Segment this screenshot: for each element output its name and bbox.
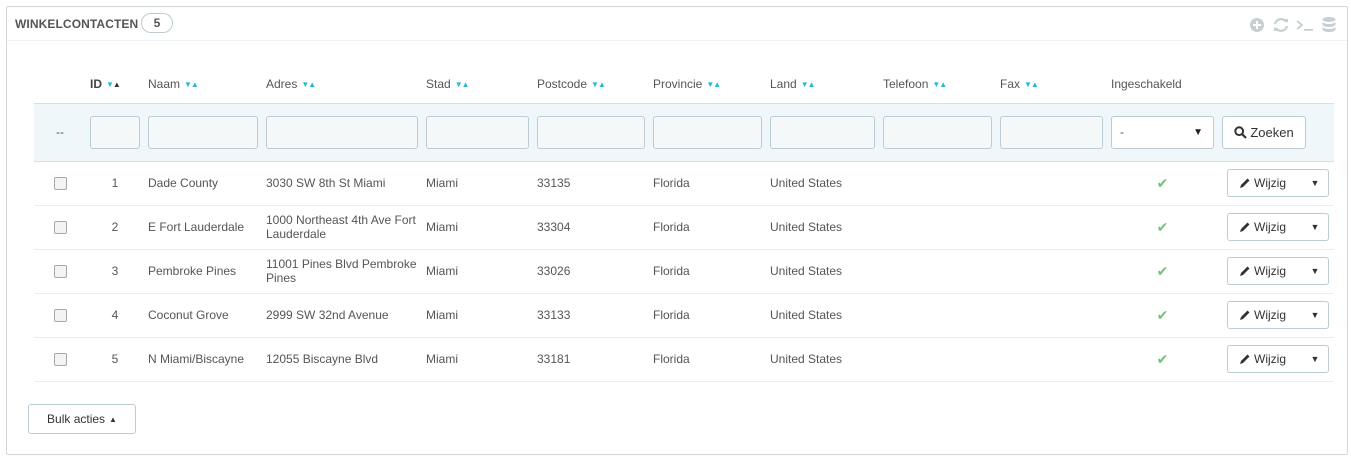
cell-postcode: 33181 <box>533 337 649 381</box>
add-icon <box>1249 17 1265 33</box>
cell-name: Coconut Grove <box>144 293 262 337</box>
cell-fax <box>996 337 1107 381</box>
cell-province: Florida <box>649 293 766 337</box>
cell-phone <box>879 161 996 205</box>
check-icon[interactable]: ✔ <box>1156 306 1169 323</box>
cell-country: United States <box>766 337 879 381</box>
filter-fax-input[interactable] <box>1000 116 1103 149</box>
check-icon[interactable]: ✔ <box>1156 218 1169 235</box>
filter-city-input[interactable] <box>426 116 529 149</box>
cell-phone <box>879 293 996 337</box>
cell-name: Pembroke Pines <box>144 249 262 293</box>
edit-button-group <box>1227 213 1329 241</box>
cell-city: Miami <box>422 161 533 205</box>
contacts-table <box>34 65 1334 382</box>
cell-name: N Miami/Biscayne <box>144 337 262 381</box>
pencil-icon <box>1239 177 1251 189</box>
filter-row <box>34 103 1334 161</box>
filter-address-input[interactable] <box>266 116 418 149</box>
table-row <box>34 205 1334 249</box>
edit-button[interactable]: Wijzig <box>1228 352 1302 366</box>
sort-icon[interactable]: ▼▲ <box>454 79 469 89</box>
cell-address: 2999 SW 32nd Avenue <box>262 293 422 337</box>
cell-postcode: 33133 <box>533 293 649 337</box>
edit-button[interactable]: Wijzig <box>1228 220 1302 234</box>
cell-province: Florida <box>649 161 766 205</box>
cell-postcode: 33135 <box>533 161 649 205</box>
edit-button-group <box>1227 257 1329 285</box>
edit-button-group <box>1227 345 1329 373</box>
cell-country: United States <box>766 293 879 337</box>
refresh-icon <box>1272 17 1290 33</box>
database-export-button[interactable] <box>1317 14 1341 36</box>
cell-city: Miami <box>422 249 533 293</box>
cell-name: E Fort Lauderdale <box>144 205 262 249</box>
caret-down-icon[interactable]: ▼ <box>1310 222 1320 232</box>
cell-id: 5 <box>86 337 144 381</box>
column-header-fax: Fax ▼▲ <box>1000 76 1038 91</box>
sort-icon[interactable]: ▼▲ <box>591 79 605 89</box>
cell-city: Miami <box>422 293 533 337</box>
add-button[interactable] <box>1245 14 1269 36</box>
cell-address: 12055 Biscayne Blvd <box>262 337 422 381</box>
row-select-checkbox[interactable] <box>54 309 67 322</box>
cell-phone <box>879 249 996 293</box>
filter-name-input[interactable] <box>148 116 258 149</box>
filter-placeholder: -- <box>34 103 86 161</box>
column-header-province: Provincie ▼▲ <box>653 76 721 91</box>
filter-postcode-input[interactable] <box>537 116 645 149</box>
cell-fax <box>996 161 1107 205</box>
filter-phone-input[interactable] <box>883 116 992 149</box>
cell-city: Miami <box>422 337 533 381</box>
row-select-checkbox[interactable] <box>54 353 67 366</box>
sql-query-icon <box>1295 17 1315 33</box>
row-select-checkbox[interactable] <box>54 265 67 278</box>
sort-icon[interactable]: ▼▲ <box>932 79 947 89</box>
cell-address: 11001 Pines Blvd Pembroke Pines <box>262 249 422 293</box>
cell-postcode: 33304 <box>533 205 649 249</box>
pencil-icon <box>1239 221 1251 233</box>
cell-id: 3 <box>86 249 144 293</box>
table-row <box>34 337 1334 381</box>
column-header-phone: Telefoon ▼▲ <box>883 76 947 91</box>
caret-up-icon: ▲ <box>109 414 117 424</box>
cell-fax <box>996 205 1107 249</box>
cell-country: United States <box>766 205 879 249</box>
cell-id: 4 <box>86 293 144 337</box>
edit-button[interactable]: Wijzig <box>1228 308 1302 322</box>
column-header-name: Naam ▼▲ <box>148 76 198 91</box>
count-badge: 5 <box>141 13 173 33</box>
filter-enabled-select[interactable]: - ▼ <box>1111 116 1214 149</box>
search-icon <box>1234 126 1247 139</box>
pencil-icon <box>1239 265 1251 277</box>
sort-icon[interactable]: ▼▲ <box>106 79 120 89</box>
cell-fax <box>996 293 1107 337</box>
sql-query-button[interactable] <box>1293 14 1317 36</box>
caret-down-icon[interactable]: ▼ <box>1310 354 1320 364</box>
cell-id: 1 <box>86 161 144 205</box>
cell-address: 3030 SW 8th St Miami <box>262 161 422 205</box>
edit-button-group <box>1227 301 1329 329</box>
cell-address: 1000 Northeast 4th Ave Fort Lauderdale <box>262 205 422 249</box>
sort-icon[interactable]: ▼▲ <box>800 79 815 89</box>
pencil-icon <box>1239 309 1251 321</box>
pencil-icon <box>1239 353 1251 365</box>
panel-header <box>7 7 1347 41</box>
cell-province: Florida <box>649 249 766 293</box>
cell-country: United States <box>766 161 879 205</box>
column-header-address: Adres ▼▲ <box>266 76 316 91</box>
edit-button[interactable]: Wijzig <box>1228 264 1302 278</box>
column-header-country: Land ▼▲ <box>770 76 815 91</box>
refresh-button[interactable] <box>1269 14 1293 36</box>
cell-city: Miami <box>422 205 533 249</box>
sort-icon[interactable]: ▼▲ <box>184 79 198 89</box>
sort-icon[interactable]: ▼▲ <box>1024 79 1038 89</box>
cell-fax <box>996 249 1107 293</box>
table-body <box>34 161 1334 381</box>
search-button[interactable]: Zoeken <box>1222 116 1306 149</box>
caret-down-icon[interactable]: ▼ <box>1310 266 1320 276</box>
panel-title: WINKELCONTACTEN <box>15 17 139 31</box>
row-select-checkbox[interactable] <box>54 221 67 234</box>
caret-down-icon: ▼ <box>1193 126 1203 138</box>
cell-name: Dade County <box>144 161 262 205</box>
cell-province: Florida <box>649 337 766 381</box>
sort-icon[interactable]: ▼▲ <box>301 79 316 89</box>
panel-toolbar <box>1245 14 1341 36</box>
column-header-city: Stad ▼▲ <box>426 76 469 91</box>
check-icon[interactable]: ✔ <box>1156 262 1169 279</box>
database-export-icon <box>1321 16 1337 34</box>
cell-postcode: 33026 <box>533 249 649 293</box>
actions-column-header <box>1218 65 1334 103</box>
bulk-actions-button[interactable]: Bulk acties ▲ <box>28 404 136 434</box>
cell-province: Florida <box>649 205 766 249</box>
table-row <box>34 293 1334 337</box>
row-select-checkbox[interactable] <box>54 177 67 190</box>
select-column-header <box>34 65 86 103</box>
column-header-enabled: Ingeschakeld <box>1111 76 1182 91</box>
cell-country: United States <box>766 249 879 293</box>
cell-id: 2 <box>86 205 144 249</box>
table-row <box>34 249 1334 293</box>
store-contacts-panel <box>6 6 1348 455</box>
edit-button[interactable]: Wijzig <box>1228 176 1302 190</box>
column-header-id: ID ▼▲ <box>90 76 120 91</box>
cell-phone <box>879 337 996 381</box>
check-icon[interactable]: ✔ <box>1156 174 1169 191</box>
sort-icon[interactable]: ▼▲ <box>706 79 721 89</box>
caret-down-icon[interactable]: ▼ <box>1310 178 1320 188</box>
edit-button-group <box>1227 169 1329 197</box>
cell-phone <box>879 205 996 249</box>
check-icon[interactable]: ✔ <box>1156 350 1169 367</box>
filter-id-input[interactable] <box>90 116 140 149</box>
column-header-postcode: Postcode ▼▲ <box>537 76 605 91</box>
filter-province-input[interactable] <box>653 116 762 149</box>
header-row <box>34 65 1334 103</box>
caret-down-icon[interactable]: ▼ <box>1310 310 1320 320</box>
table-row <box>34 161 1334 205</box>
filter-country-input[interactable] <box>770 116 875 149</box>
